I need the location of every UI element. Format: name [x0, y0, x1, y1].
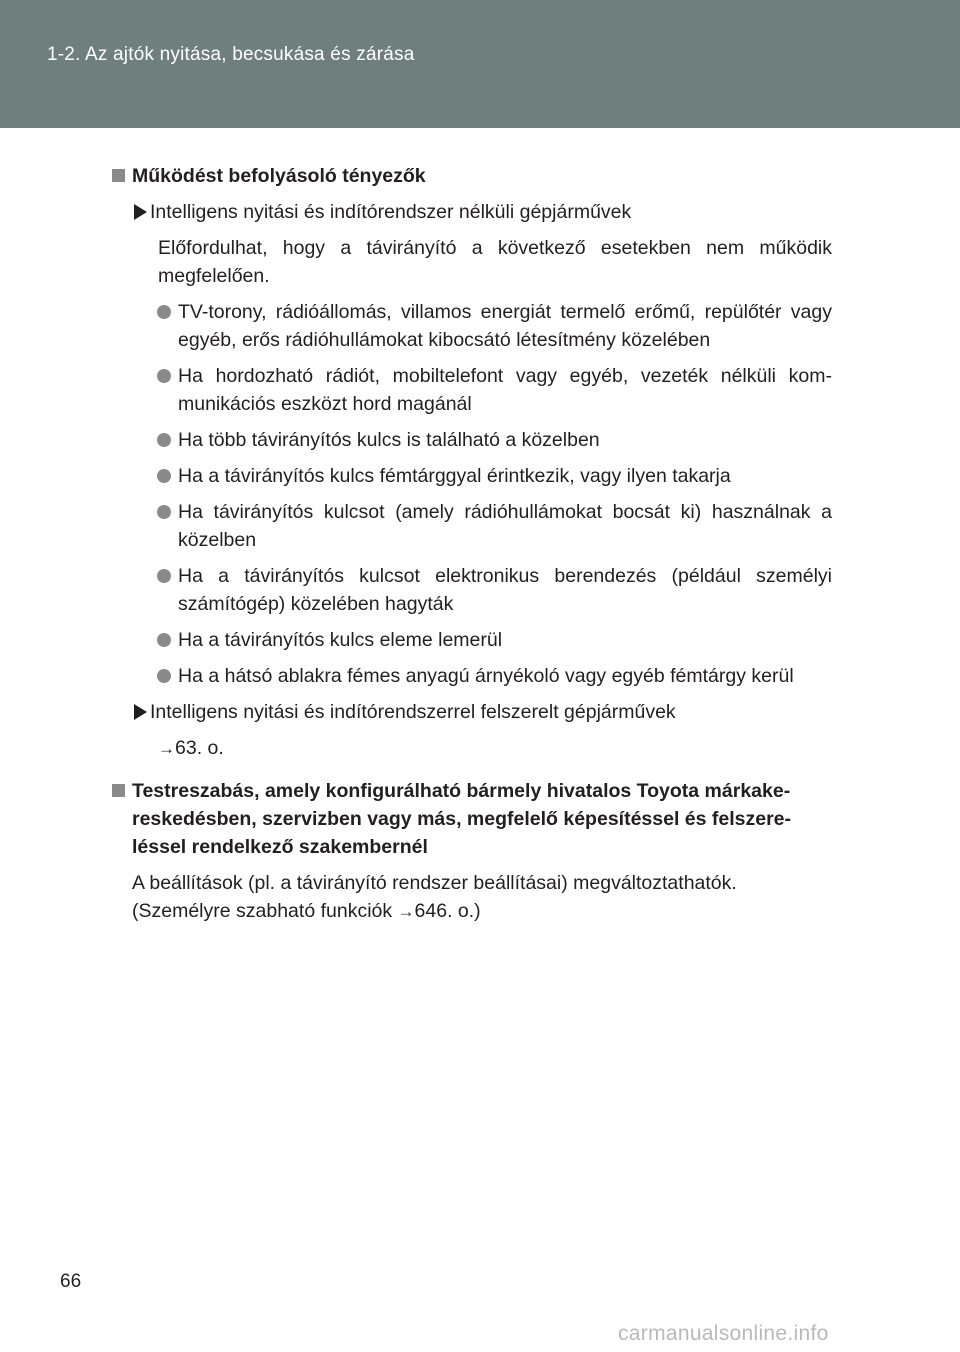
triangle-pointer-icon — [134, 704, 147, 720]
list-item-text: TV-torony, rádióállomás, villamos energiát termelő erőmű, repülőtér vagy egyéb, erős rádióhullámokat kibocsátó létesítmény közelében — [178, 301, 832, 351]
list-item-text: Ha távirányítós kulcsot (amely rádióhullámokat bocsát ki) használnak a közelben — [178, 501, 832, 551]
square-bullet-icon — [112, 784, 125, 797]
section-heading-operating-factors — [112, 162, 832, 190]
subheading-text: Intelligens nyitási és indítórendszerrel felszerelt gépjárművek — [150, 701, 676, 723]
customization-reference-line — [132, 897, 832, 926]
circle-bullet-icon — [157, 633, 171, 647]
right-arrow-icon: → — [158, 739, 175, 758]
list-item-text: Ha a távirányítós kulcsot elektronikus berendezés (például személyi számítógép) közelében hagyták — [178, 565, 832, 615]
intro-paragraph: Előfordulhat, hogy a távirányító a következő esetekben nem működik megfelelően. — [158, 237, 832, 287]
page-reference-text: 63. o. — [175, 737, 224, 759]
circle-bullet-icon — [157, 669, 171, 683]
list-item-text: Ha a távirányítós kulcs fémtárggyal érintkezik, vagy ilyen takarja — [178, 465, 731, 487]
subheading-with-smart-system — [134, 698, 832, 726]
list-item — [157, 626, 832, 654]
section-heading-text: Testreszabás, amely konfigurálható bármely hivatalos Toyota márkake-reskedésben, szervizben vagy más, megfelelő képesítéssel és felszere-léssel rendelkező szakembernél — [132, 780, 792, 858]
list-item — [157, 298, 832, 354]
section-heading-customization — [112, 777, 832, 861]
subheading-text: Intelligens nyitási és indítórendszer nélküli gépjárművek — [150, 201, 632, 223]
page-reference — [158, 734, 832, 763]
circle-bullet-icon — [157, 305, 171, 319]
chapter-title: 1-2. Az ajtók nyitása, becsukása és zárása — [47, 44, 415, 65]
reference-prefix: (Személyre szabható funkciók — [132, 900, 398, 922]
page-content — [112, 162, 832, 926]
subheading-without-smart-system — [134, 198, 832, 226]
watermark: carmanualsonline.info — [618, 1322, 829, 1345]
list-item-text: Ha több távirányítós kulcs is található a közelben — [178, 429, 600, 451]
right-arrow-icon: → — [397, 902, 415, 921]
customization-paragraph — [132, 869, 832, 926]
list-item — [157, 562, 832, 618]
list-item-text: Ha a hátsó ablakra fémes anyagú árnyékoló vagy egyéb fémtárgy kerül — [178, 665, 794, 687]
reference-suffix: 646. o.) — [414, 900, 481, 922]
circle-bullet-icon — [157, 569, 171, 583]
list-item — [157, 362, 832, 418]
list-item-text: Ha a távirányítós kulcs eleme lemerül — [178, 629, 503, 651]
list-item — [157, 498, 832, 554]
list-item — [157, 426, 832, 454]
list-item-text: Ha hordozható rádiót, mobiltelefont vagy egyéb, vezeték nélküli kom-munikációs eszközt hord magánál — [178, 365, 832, 415]
square-bullet-icon — [112, 169, 125, 182]
customization-line: A beállítások (pl. a távirányító rendszer beállításai) megváltoztathatók. — [132, 872, 737, 894]
list-item — [157, 462, 832, 490]
triangle-pointer-icon — [134, 204, 147, 220]
circle-bullet-icon — [157, 369, 171, 383]
list-item — [157, 662, 832, 690]
circle-bullet-icon — [157, 433, 171, 447]
page-header — [0, 0, 960, 128]
circle-bullet-icon — [157, 469, 171, 483]
section-heading-text: Működést befolyásoló tényezők — [132, 165, 426, 187]
circle-bullet-icon — [157, 505, 171, 519]
page-number: 66 — [60, 1271, 82, 1292]
